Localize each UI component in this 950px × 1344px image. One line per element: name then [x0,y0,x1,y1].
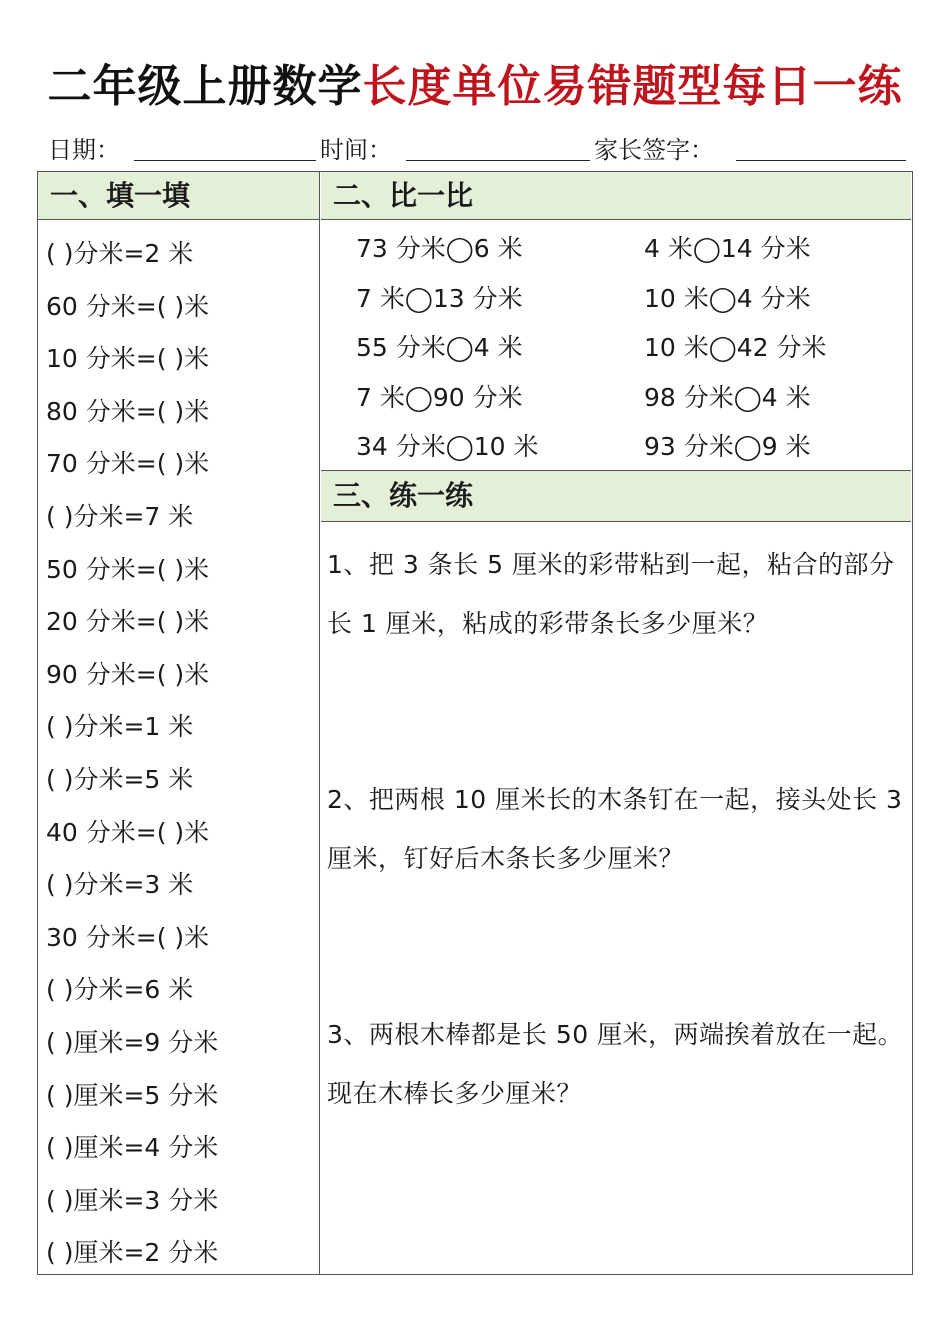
compare-item[interactable]: 34 分米◯10 米 [356,432,539,462]
compare-grid [356,224,916,472]
parent-signature-label: 家长签字： [594,136,714,164]
fill-list [46,228,316,1280]
word-problem-3: 3、两根木棒都是长 50 厘米，两端挨着放在一起。现在木棒长多少厘米？ [327,1020,904,1108]
compare-item[interactable]: 4 米◯14 分米 [644,234,811,263]
word-problem-2: 2、把两根 10 厘米长的木条钉在一起，接头处长 3 厘米，钉好后木条长多少厘米？ [327,785,903,873]
fill-item[interactable]: 90 分米=( )米 [46,659,210,689]
compare-item[interactable]: 10 米◯42 分米 [644,333,827,363]
worksheet-title [0,50,950,114]
column-divider [319,172,320,1274]
parent-signature-line[interactable] [736,160,906,161]
fill-item[interactable]: ( )厘米=2 分米 [46,1238,219,1268]
compare-row [356,274,916,324]
section-compare-heading: 二、比一比 [321,172,911,220]
fill-item[interactable]: ( )分米=1 米 [46,712,194,742]
compare-row [356,373,916,423]
compare-item[interactable]: 98 分米◯4 米 [644,382,811,412]
fill-item[interactable]: 10 分米=( )米 [46,344,210,374]
compare-item[interactable]: 10 米◯4 分米 [644,283,811,313]
section-practice-heading: 三、练一练 [321,470,911,522]
compare-item[interactable]: 73 分米◯6 米 [356,234,523,263]
fill-item[interactable]: ( )分米=5 米 [46,764,194,794]
fill-item[interactable]: ( )厘米=3 分米 [46,1185,219,1215]
fill-item[interactable]: 70 分米=( )米 [46,449,210,479]
date-label: 日期： [48,136,120,164]
fill-item[interactable]: 50 分米=( )米 [46,554,210,584]
fill-item[interactable]: ( )厘米=4 分米 [46,1133,219,1163]
fill-item[interactable]: ( )分米=7 米 [46,501,194,531]
fill-item[interactable]: ( )分米=3 米 [46,870,194,900]
fill-item[interactable]: ( )厘米=9 分米 [46,1027,219,1057]
fill-item[interactable]: ( )分米=6 米 [46,975,194,1005]
date-field-line[interactable] [134,160,316,161]
compare-row [356,422,916,472]
time-label: 时间： [320,136,392,164]
compare-item[interactable]: 93 分米◯9 米 [644,432,811,462]
fill-item[interactable]: ( )分米=2 米 [46,239,194,268]
fill-item[interactable]: 20 分米=( )米 [46,607,210,637]
section-fill-heading: 一、填一填 [38,172,319,220]
compare-row [356,323,916,373]
fill-item[interactable]: 80 分米=( )米 [46,396,210,426]
word-problem-1: 1、把 3 条长 5 厘米的彩带粘到一起，粘合的部分长 1 厘米，粘成的彩带条长多少厘米？ [327,550,895,638]
title-grade-part: 二年级上册数学 [47,61,363,112]
title-topic-part: 长度单位易错题型每日一练 [362,61,903,112]
fill-item[interactable]: 60 分米=( )米 [46,291,210,321]
fill-item[interactable]: 40 分米=( )米 [46,817,210,847]
compare-item[interactable]: 55 分米◯4 米 [356,333,523,363]
fill-item[interactable]: ( )厘米=5 分米 [46,1080,219,1110]
compare-row [356,224,916,274]
compare-item[interactable]: 7 米◯13 分米 [356,283,523,313]
fill-item[interactable]: 30 分米=( )米 [46,922,210,952]
compare-item[interactable]: 7 米◯90 分米 [356,382,523,412]
time-field-line[interactable] [406,160,590,161]
info-row [48,128,908,164]
